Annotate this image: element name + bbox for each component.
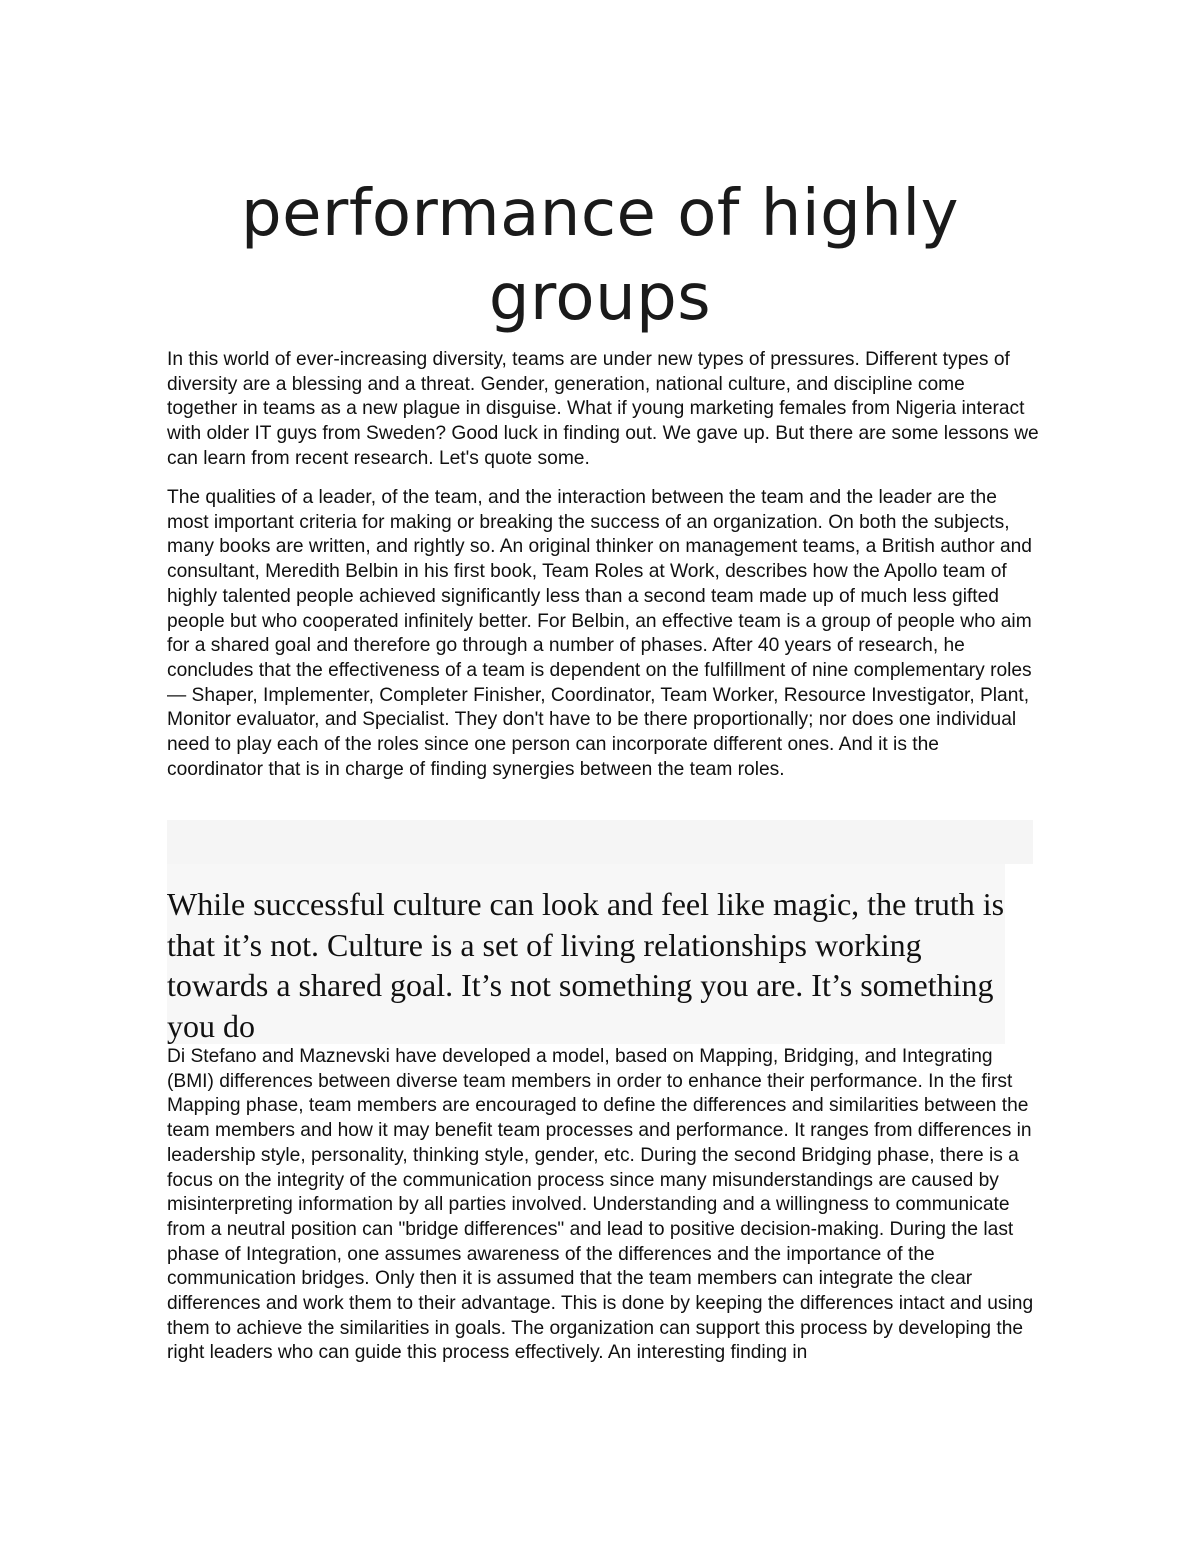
- pull-quote: While successful culture can look and feel like magic, the truth is that it’s not. Culture is a set of living relationships working towards a shared goal. It’s not something you are. It’s something you do: [167, 886, 1005, 1044]
- document-title: performance of highly groups: [241, 177, 959, 335]
- intro-paragraph: In this world of ever-increasing diversity, teams are under new types of pressures. Different types of diversity are a blessing and a threat. Gender, generation, national culture, and discipline come together in teams as a new plague in disguise. What if young marketing females from Nigeria interact with older IT guys from Sweden? Good luck in finding out. We gave up. But there are some lessons we can learn from recent research. Let's quote some.: [167, 349, 1039, 469]
- belbin-paragraph: The qualities of a leader, of the team, and the interaction between the team and the leader are the most important criteria for making or breaking the success of an organization. On both the subjects, many books are written, and rightly so. An original thinker on management teams, a British author and consultant, Meredith Belbin in his first book, Team Roles at Work, describes how the Apollo team of highly talented people achieved significantly less than a second team made up of much less gifted people but who cooperated infinitely better. For Belbin, an effective team is a group of people who aim for a shared goal and therefore go through a number of phases. After 40 years of research, he concludes that the effectiveness of a team is dependent on the fulfillment of nine complementary roles — Shaper, Implementer, Completer Finisher, Coordinator, Team Worker, Resource Investigator, Plant, Monitor evaluator, and Specialist. They don't have to be there proportionally; nor does one individual need to play each of the roles since one person can incorporate different ones. And it is the coordinator that is in charge of finding synergies between the team roles.: [167, 487, 1032, 780]
- quote-top-shading: [167, 820, 1033, 864]
- bmi-model-paragraph: Di Stefano and Maznevski have developed a model, based on Mapping, Bridging, and Integrating (BMI) differences between diverse team members in order to enhance their performance. In the first Mapping phase, team members are encouraged to define the differences and similarities between the team members and how it may benefit team processes and performance. It ranges from differences in leadership style, personality, thinking style, gender, etc. During the second Bridging phase, there is a focus on the integrity of the communication process since many misunderstandings are caused by misinterpreting information by all parties involved. Understanding and a willingness to communicate from a neutral position can "bridge differences" and lead to positive decision-making. During the last phase of Integration, one assumes awareness of the differences and the importance of the communication bridges. Only then it is assumed that the team members can integrate the clear differences and work them to their advantage. This is done by keeping the differences intact and using them to achieve the similarities in goals. The organization can support this process by developing the right leaders who can guide this process effectively. An interesting finding in: [167, 1046, 1034, 1364]
